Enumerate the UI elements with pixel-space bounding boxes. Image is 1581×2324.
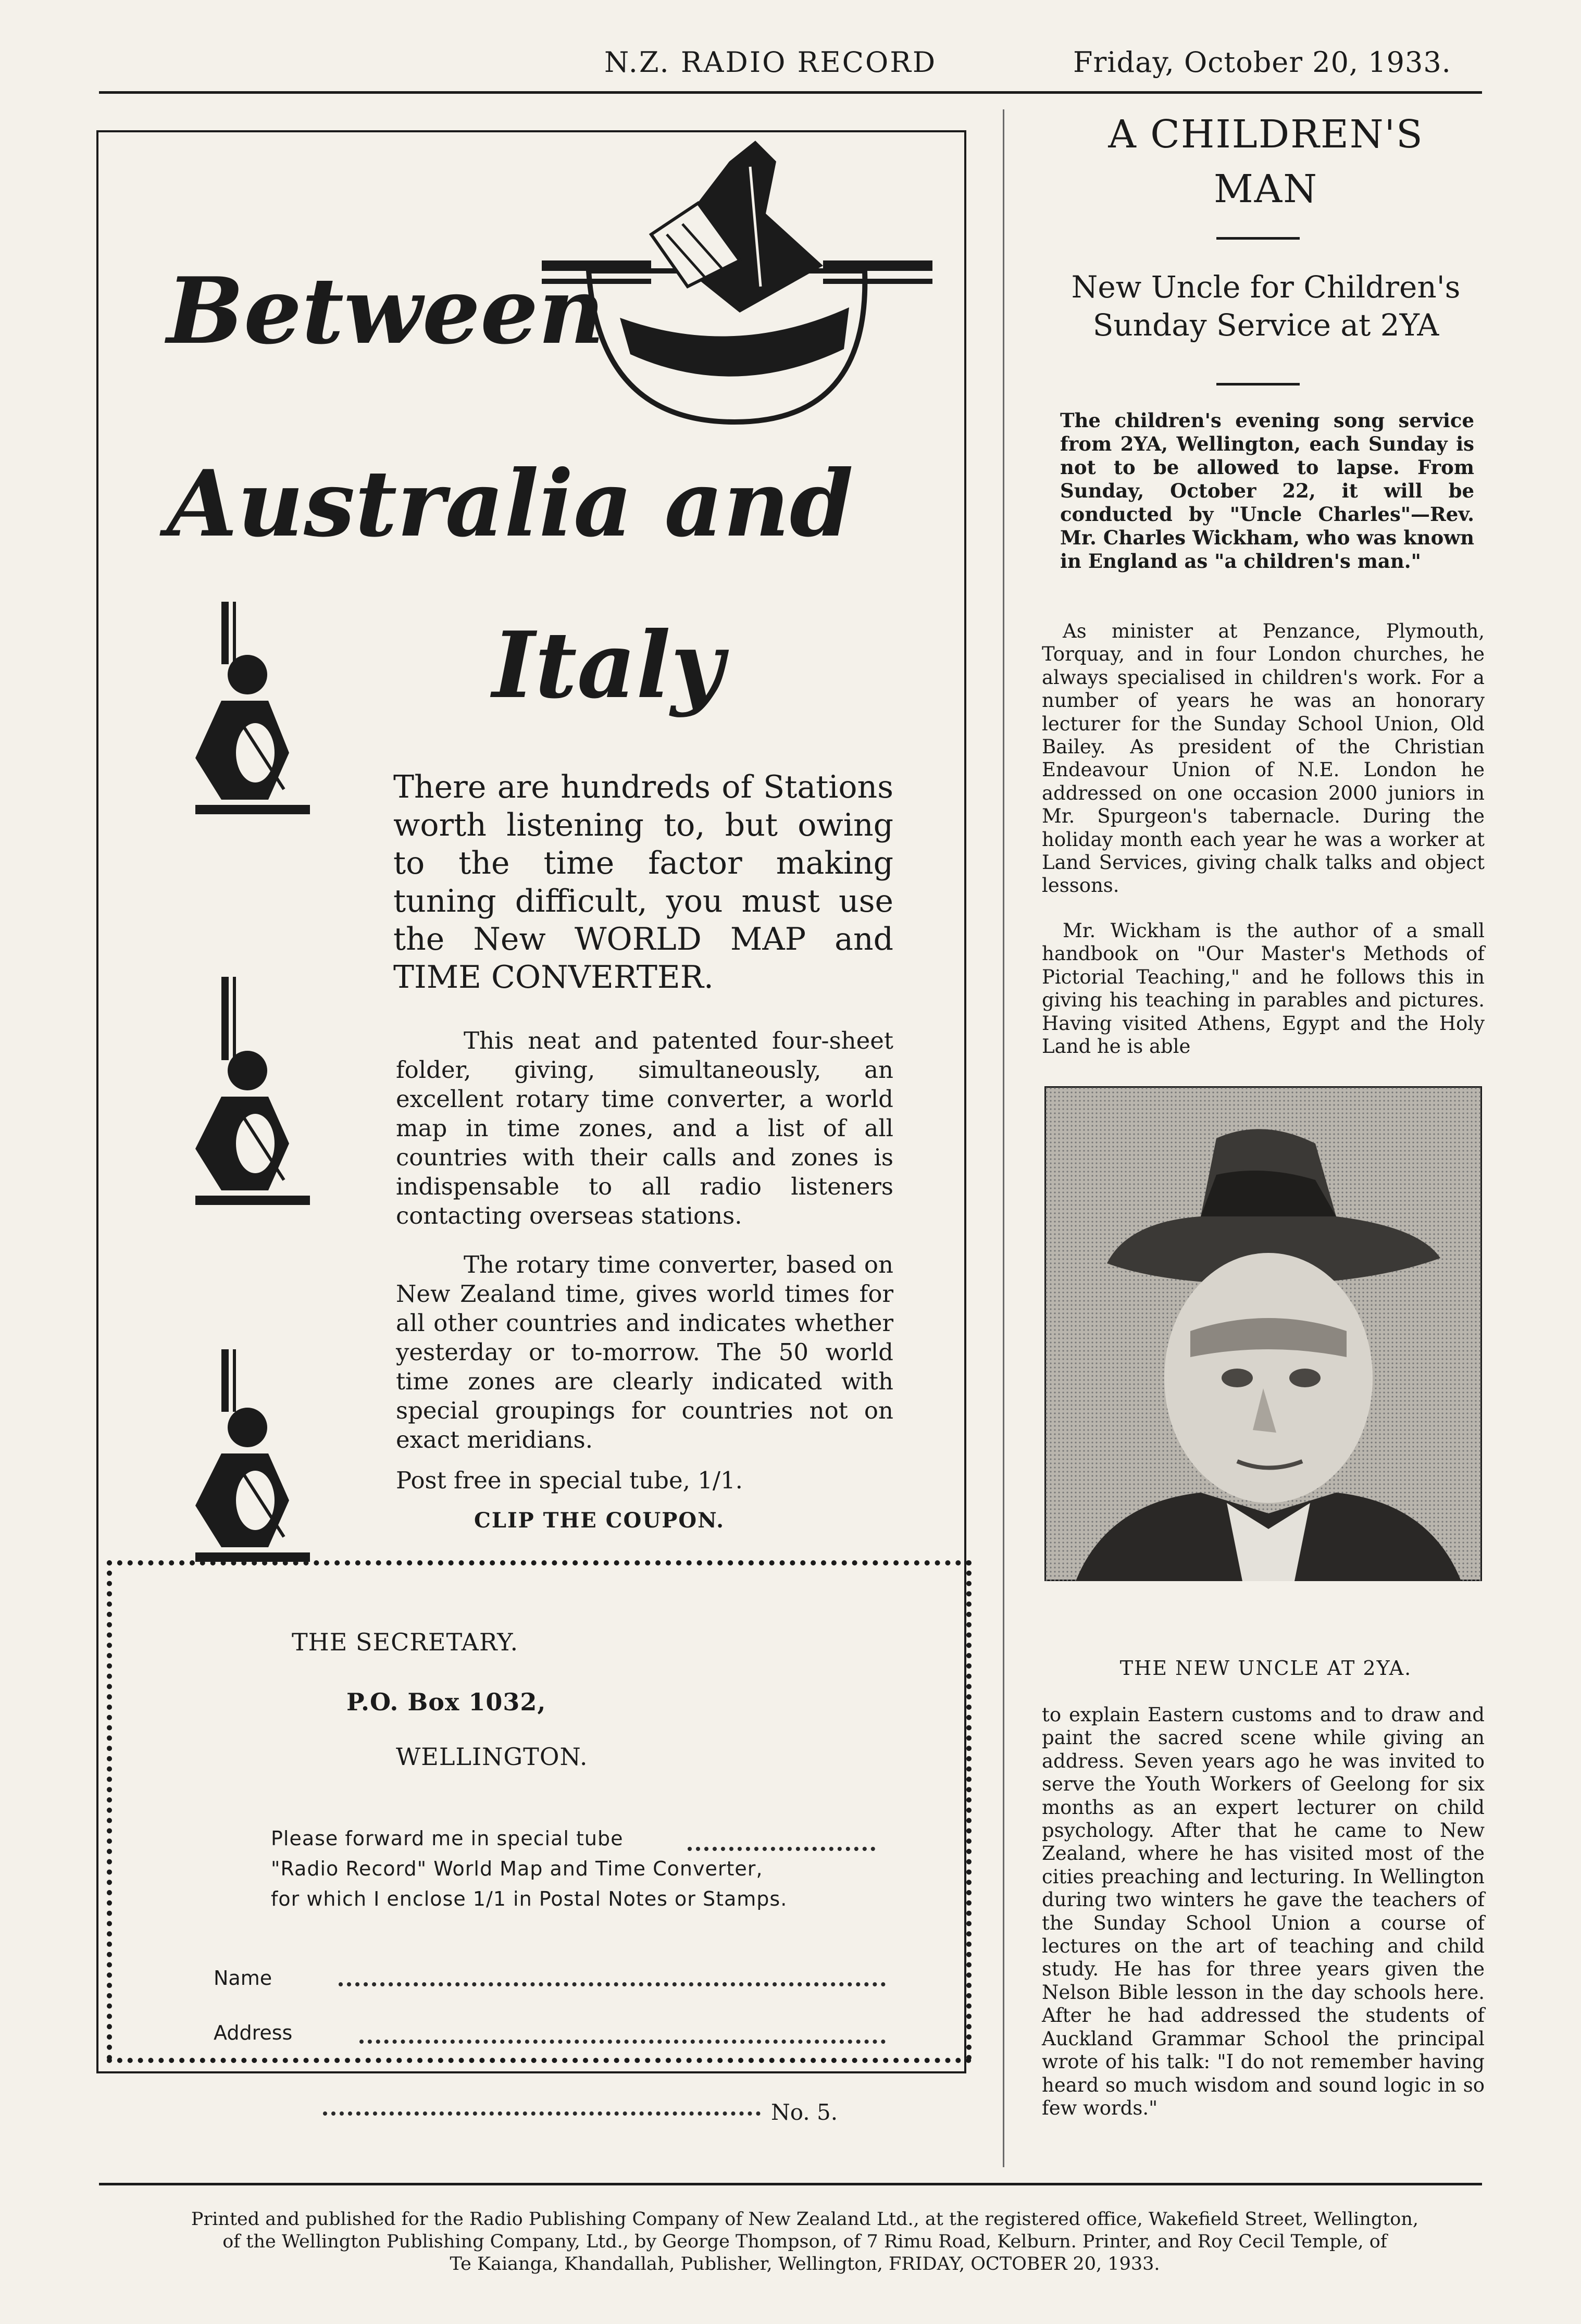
portrait-photo — [1044, 1086, 1482, 1581]
violinist-illustration — [159, 602, 326, 821]
coupon-city: WELLINGTON. — [396, 1743, 588, 1771]
article-subtitle: Sunday Service at 2YA — [1092, 307, 1439, 343]
coupon-border — [107, 1560, 972, 1565]
photo-caption: THE NEW UNCLE AT 2YA. — [1119, 1657, 1412, 1680]
coupon-name-label: Name — [214, 1967, 272, 1990]
imprint-line: Te Kaianga, Khandallah, Publisher, Wellington, FRIDAY, OCTOBER 20, 1933. — [450, 2254, 1160, 2275]
article-title: A CHILDREN'S — [1108, 112, 1424, 157]
column-divider — [1003, 109, 1004, 2167]
coupon-request-line: "Radio Record" World Map and Time Converter, — [271, 1857, 763, 1880]
advert-lead: There are hundreds of Stations worth listening to, but owing to the time factor making tuning difficult, you must use the New WORLD MAP and TIME CONVERTER. — [393, 769, 893, 996]
coupon-address-label: Address — [214, 2021, 293, 2044]
headline-italy: Italy — [492, 612, 724, 719]
article-paragraph: As minister at Penzance, Plymouth, Torquay, and in four London churches, he always specialised in children's work. For a number of years he was an honorary lecturer for the Sunday School Union, Old Bailey. As president of the Christian Endeavour Union of N.E. London he addressed on one occasion 2000 juniors in Mr. Spurgeon's tabernacle. During the holiday month each year he was a worker at Land Services, giving chalk talks and object lessons. — [1042, 620, 1485, 897]
subtitle-rule — [1216, 383, 1300, 386]
headline-between: Between — [167, 258, 605, 365]
violinist-illustration — [159, 977, 326, 1211]
coupon-border — [107, 1560, 112, 2060]
imprint-line: Printed and published for the Radio Publishing Company of New Zealand Ltd., at the registered office, Wakefield Street, Wellington, — [191, 2209, 1419, 2230]
coupon-number: No. 5. — [771, 2099, 838, 2125]
coupon-po-box: P.O. Box 1032, — [346, 1688, 546, 1716]
footer-rule — [99, 2183, 1482, 2185]
article-title: MAN — [1214, 167, 1318, 212]
advert-paragraph: The rotary time converter, based on New Zealand time, gives world times for all other countries and indicates whether yesterday or to-morrow. The 50 world time zones are clearly indicated with special groupings for countries not on exact meridians. — [396, 1251, 893, 1453]
article-paragraph: to explain Eastern customs and to draw and paint the sacred scene while giving an address. Seven years ago he was invited to serve the Youth Workers of Geelong for six months as an expert lecturer on child psychology. After that he came to New Zealand, where he has visited most of the cities preaching and lecturing. In Wellington during two winters he gave the teachers of the Sunday School Union a course of lectures on the art of teaching and child study. He has for three years given the Nelson Bible lesson in the day schools here. After he had addressed the students of Auckland Grammar School the principal wrote of his talk: "I do not remember having heard so much wisdom and sound logic in so few words." — [1042, 1704, 1485, 2119]
headline-australia: Australia and — [167, 451, 854, 557]
coupon-request-line: Please forward me in special tube — [271, 1827, 624, 1850]
coupon-border — [107, 2058, 972, 2063]
advert-postage: Post free in special tube, 1/1. — [396, 1467, 743, 1494]
coupon-recipient: THE SECRETARY. — [292, 1628, 519, 1656]
article-intro: The children's evening song service from 2YA, Wellington, each Sunday is not to be allowed to lapse. From Sunday, October 22, it will be conducted by "Uncle Charles"—Rev. Mr. Charles Wickham, who was known in England as "a children's man." — [1060, 409, 1474, 573]
coupon-name-field — [339, 1982, 886, 1986]
issue-date: Friday, October 20, 1933. — [1073, 46, 1451, 79]
coupon-border — [966, 1560, 972, 2060]
article-subtitle: New Uncle for Children's — [1071, 269, 1461, 305]
coupon-tube-dots — [688, 1847, 875, 1851]
coupon-request-line: for which I enclose 1/1 in Postal Notes or Stamps. — [271, 1887, 788, 1910]
header-rule — [99, 91, 1482, 94]
advert-clip-note: CLIP THE COUPON. — [474, 1508, 725, 1533]
coupon-request — [271, 1823, 891, 1914]
violinist-illustration — [159, 1349, 326, 1568]
title-rule — [1216, 237, 1300, 240]
coupon-number-dots — [323, 2111, 761, 2116]
article-paragraph: Mr. Wickham is the author of a small handbook on "Our Master's Methods of Pictorial Teaching," and he follows this in giving his teaching in parables and pictures. Having visited Athens, Egypt and the Holy Land he is able — [1042, 919, 1485, 1058]
coupon-address-field — [359, 2040, 886, 2044]
advert-paragraph: This neat and patented four-sheet folder, giving, simultaneously, an excellent rotary time converter, a world map in time zones, and a list of all countries with their calls and zones is indispensable to all radio listeners contacting overseas stations. — [396, 1027, 893, 1229]
imprint-line: of the Wellington Publishing Company, Ltd., by George Thompson, of 7 Rimu Road, Kelburn. Printer, and Roy Cecil Temple, of — [222, 2231, 1387, 2252]
publication-title: N.Z. RADIO RECORD — [604, 46, 937, 79]
